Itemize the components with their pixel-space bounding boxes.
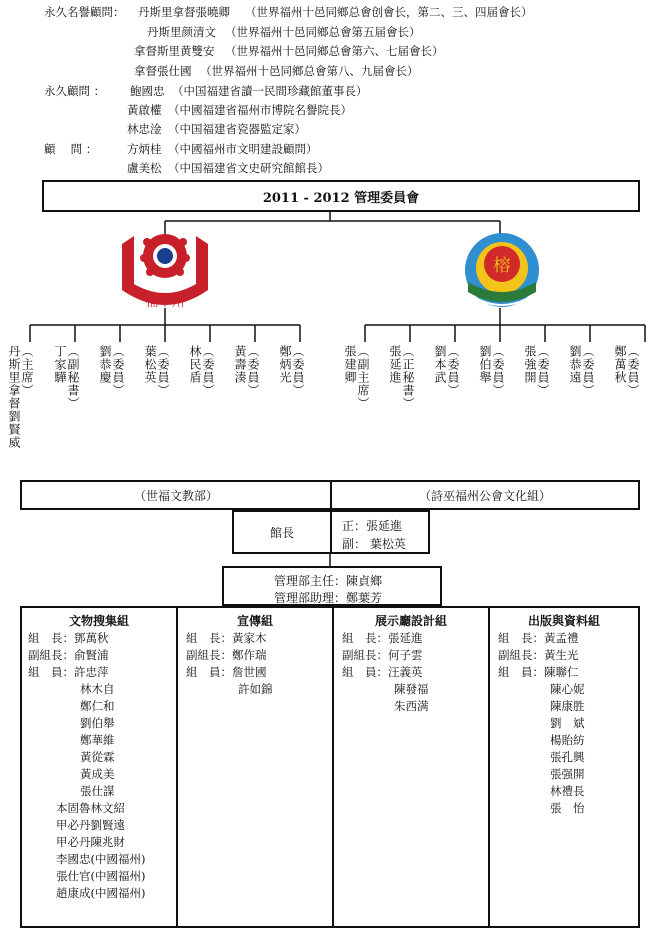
group-row-role: 組 長： xyxy=(28,631,74,645)
advisor-desc: （中國福州市文明建設顧問） xyxy=(168,142,318,156)
member-name: 張強開 xyxy=(523,345,537,384)
group-row xyxy=(28,664,109,680)
group-row xyxy=(342,647,423,663)
group-row-name: 鄭華維 xyxy=(80,733,115,747)
member-name: 丁家驊 xyxy=(53,345,67,384)
group-title: 文物搜集組 xyxy=(68,614,129,628)
group-row-name: 張强開 xyxy=(550,767,585,781)
group-row-name: 陳發福 xyxy=(394,682,429,696)
member-name: 劉恭遠 xyxy=(568,345,582,384)
advisor-role: 永久名譽顧問： xyxy=(44,5,125,19)
group-row-name: 黃家木 xyxy=(232,631,267,645)
group-row-name: 鄭仁和 xyxy=(80,699,115,713)
advisor-name: 拿督張仕國 xyxy=(134,64,192,78)
group-row-name: 林木自 xyxy=(80,682,115,696)
advisor-role: 顧 問 ： xyxy=(44,142,98,156)
group-title: 展示廳設計組 xyxy=(374,614,447,628)
left-logo-lettering: 福十州 xyxy=(145,295,185,310)
group-box-publicity xyxy=(176,606,334,928)
advisor-desc: （中国福建省瓷器監定家） xyxy=(168,122,306,136)
advisor-name: 丹斯里拿督張曉卿 xyxy=(138,5,230,19)
group-title: 宣傳組 xyxy=(236,614,273,628)
member-column xyxy=(144,345,169,397)
member-role: （委員） xyxy=(156,345,170,397)
org-right-box: （詩巫福州公會文化組） xyxy=(330,480,640,510)
member-name: 鄭萬秋 xyxy=(613,345,627,384)
association-left-logo xyxy=(114,228,216,310)
member-name: 葉松英 xyxy=(143,345,157,384)
group-row-role: 組 員： xyxy=(186,665,232,679)
group-extra-name: 本固魯林文紹 xyxy=(56,801,125,815)
member-role: （主席） xyxy=(20,345,34,397)
group-extra-name: 李國忠(中國福州) xyxy=(56,852,146,866)
member-name: 林民盾 xyxy=(188,345,202,384)
member-column xyxy=(344,345,369,410)
member-name: 張延進 xyxy=(388,345,402,384)
right-logo-lettering: 榕 xyxy=(493,256,511,276)
group-row-name: 許忠萍 xyxy=(74,665,109,679)
curator-deputy: 副： 葉松英 xyxy=(342,537,406,551)
group-row-role: 副組長： xyxy=(186,648,232,662)
group-row-name: 楊貽紡 xyxy=(550,733,585,747)
advisor-desc: （世界福州十邑同鄉总會创會长，第二、三、四届會长） xyxy=(245,5,533,19)
curator-main: 正：張延進 xyxy=(342,519,403,533)
member-role: （委員） xyxy=(581,345,595,397)
member-role: （委員） xyxy=(201,345,215,397)
group-row-name: 鄧萬秋 xyxy=(74,631,109,645)
member-role: （委員） xyxy=(446,345,460,397)
group-row-name: 許如錦 xyxy=(238,682,273,696)
group-row-name: 劉伯舉 xyxy=(80,716,115,730)
group-row-role: 組 員： xyxy=(28,665,74,679)
member-name: 鄭炳光 xyxy=(278,345,292,384)
curator-label-box: 館長 xyxy=(232,510,332,554)
curator-names-box xyxy=(330,510,430,554)
member-name: 劉恭慶 xyxy=(98,345,112,384)
group-extra-name: 張仕官(中國福州) xyxy=(56,869,146,883)
advisor-desc: （中國福建省福州市博院名譽院長） xyxy=(168,103,352,117)
advisor-desc: （中国福建省讀一民間珍藏館董事長） xyxy=(172,84,368,98)
member-column xyxy=(569,345,594,397)
member-column xyxy=(189,345,214,397)
member-role: （副秘書） xyxy=(66,345,80,410)
member-name: 劉伯舉 xyxy=(478,345,492,384)
group-row-name: 朱西满 xyxy=(394,699,429,713)
group-row-role: 組 長： xyxy=(186,631,232,645)
group-row xyxy=(28,647,109,663)
group-row-role: 副組長： xyxy=(28,648,74,662)
management-box xyxy=(222,566,442,606)
member-role: （委員） xyxy=(491,345,505,397)
management-director: 管理部主任：陳貞鄉 xyxy=(274,574,383,588)
member-column xyxy=(99,345,124,397)
member-name: 劉本武 xyxy=(433,345,447,384)
advisor-name: 鮑國忠 xyxy=(130,84,165,98)
group-row-name: 陳心妮 xyxy=(550,682,585,696)
member-column xyxy=(8,345,33,449)
member-role: （委員） xyxy=(291,345,305,397)
group-row-role: 副組長： xyxy=(498,648,544,662)
member-column xyxy=(234,345,259,397)
advisor-name: 黃啟權 xyxy=(127,103,162,117)
member-role: （委員） xyxy=(536,345,550,397)
member-role: （委員） xyxy=(626,345,640,397)
member-name: 張建卿 xyxy=(343,345,357,384)
group-row-role: 組 員： xyxy=(342,665,388,679)
group-row-name: 劉 斌 xyxy=(550,716,585,730)
group-row xyxy=(186,630,267,646)
member-column xyxy=(524,345,549,397)
member-column xyxy=(54,345,79,410)
advisor-name: 盧美松 xyxy=(127,161,162,175)
member-column xyxy=(434,345,459,397)
group-row-name: 黃從霖 xyxy=(80,750,115,764)
group-row-name: 陳聯仁 xyxy=(544,665,579,679)
group-row-role: 組 長： xyxy=(342,631,388,645)
group-row xyxy=(498,630,579,646)
advisor-desc: （世界福州十邑同鄉总會第八、九届會长） xyxy=(200,64,419,78)
org-left-box: （世福文教部） xyxy=(20,480,332,510)
advisor-name: 方炳桂 xyxy=(127,142,162,156)
member-role: （副主席） xyxy=(356,345,370,410)
group-row xyxy=(498,664,579,680)
group-box-exhibition xyxy=(332,606,490,928)
group-box-collection xyxy=(20,606,178,928)
group-row xyxy=(342,630,423,646)
group-row-name: 俞賢浦 xyxy=(74,648,109,662)
group-row-name: 張延進 xyxy=(388,631,423,645)
group-row-name: 何子雲 xyxy=(388,648,423,662)
member-column xyxy=(279,345,304,397)
group-row xyxy=(342,664,423,680)
management-assistant: 管理部助理：鄭葉芳 xyxy=(274,591,383,605)
advisor-name: 拿督斯里黄雙安 xyxy=(134,44,215,58)
group-row xyxy=(186,664,267,680)
member-column xyxy=(614,345,639,397)
group-row-name: 黃孟禮 xyxy=(544,631,579,645)
member-role: （委員） xyxy=(246,345,260,397)
group-row-name: 張 怡 xyxy=(550,801,585,815)
advisor-name: 林忠淦 xyxy=(127,122,162,136)
group-row-role: 組 長： xyxy=(498,631,544,645)
group-extra-name: 甲必丹劉賢遠 xyxy=(56,818,125,832)
group-row-name: 張仕謀 xyxy=(80,784,115,798)
member-role: （委員） xyxy=(111,345,125,397)
advisor-name: 丹斯里颜清文 xyxy=(147,25,216,39)
member-name: 丹斯里拿督劉賢威 xyxy=(7,345,21,449)
group-row-name: 黃成美 xyxy=(80,767,115,781)
group-row-name: 鄭作瑞 xyxy=(232,648,267,662)
group-row-name: 陳康胜 xyxy=(550,699,585,713)
group-extra-name: 趙康成(中國福州) xyxy=(56,886,146,900)
committee-title: 2011 - 2012 管理委員會 xyxy=(42,180,640,212)
group-extra-name: 甲必丹陳兆財 xyxy=(56,835,125,849)
group-row-name: 黃生光 xyxy=(544,648,579,662)
group-row-role: 副組長： xyxy=(342,648,388,662)
member-column xyxy=(479,345,504,397)
group-row-role: 組 員： xyxy=(498,665,544,679)
member-column xyxy=(389,345,414,410)
advisor-role: 永久顧問 ： xyxy=(44,84,106,98)
group-row-name: 林禮長 xyxy=(550,784,585,798)
advisor-desc: （世界福州十邑同鄉总會第五届會长） xyxy=(225,25,421,39)
member-name: 黃壽湊 xyxy=(233,345,247,384)
member-role: （正秘書） xyxy=(401,345,415,410)
group-row xyxy=(498,647,579,663)
group-row xyxy=(186,647,267,663)
group-row-name: 張孔興 xyxy=(550,750,585,764)
group-row-name: 汪義英 xyxy=(388,665,423,679)
group-box-publishing xyxy=(488,606,640,928)
advisor-desc: （中国福建省文史研究館館長） xyxy=(168,161,329,175)
group-title: 出版與資料組 xyxy=(527,614,600,628)
association-right-logo xyxy=(462,230,542,310)
group-row-name: 詹世國 xyxy=(232,665,267,679)
group-row xyxy=(28,630,109,646)
advisor-desc: （世界福州十邑同鄉总會第六、七届會长） xyxy=(225,44,444,58)
